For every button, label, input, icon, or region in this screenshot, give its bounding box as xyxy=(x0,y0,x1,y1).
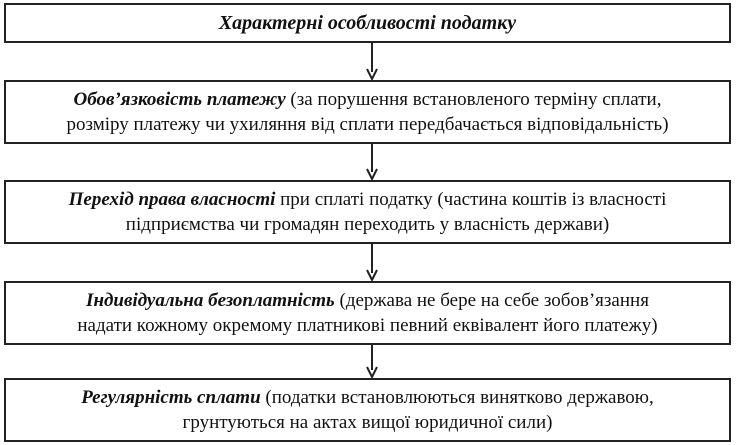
feature-text-line1: (держава не бере на себе зобов’язання xyxy=(334,290,649,311)
title-box xyxy=(4,3,731,43)
arrow-down-icon xyxy=(367,345,377,378)
arrow-down-icon xyxy=(367,144,377,180)
feature-text-line2: надати кожному окремому платникові певний еквівалент його платежу) xyxy=(77,315,658,336)
feature-box-ownership-transfer xyxy=(4,180,731,244)
feature-term: Обов’язковість платежу xyxy=(73,89,286,110)
feature-text-line2: розміру платежу чи ухиляння від сплати передбачається відповідальність) xyxy=(66,114,669,135)
feature-box-obligatoriness xyxy=(4,80,731,144)
arrow-down-icon xyxy=(367,43,377,80)
feature-text-line1: при сплаті податку (частина коштів із власності xyxy=(275,189,667,210)
diagram-title: Характерні особливості податку xyxy=(218,11,517,34)
arrow-down-icon xyxy=(367,244,377,281)
feature-text-line1: (податки встановлюються винятково державою, xyxy=(260,387,654,408)
feature-term: Регулярність сплати xyxy=(81,387,261,408)
feature-box-individual-gratuitousness xyxy=(4,281,731,345)
feature-text-line2: грунтуються на актах вищої юридичної сили) xyxy=(182,412,553,433)
feature-term: Перехід права власності xyxy=(68,189,276,210)
feature-term: Індивідуальна безоплатність xyxy=(86,290,335,311)
feature-text-line2: підприємства чи громадян переходить у власність держави) xyxy=(125,214,610,235)
feature-text-line1: (за порушення встановленого терміну сплати, xyxy=(285,89,662,110)
feature-box-regularity xyxy=(4,378,731,442)
